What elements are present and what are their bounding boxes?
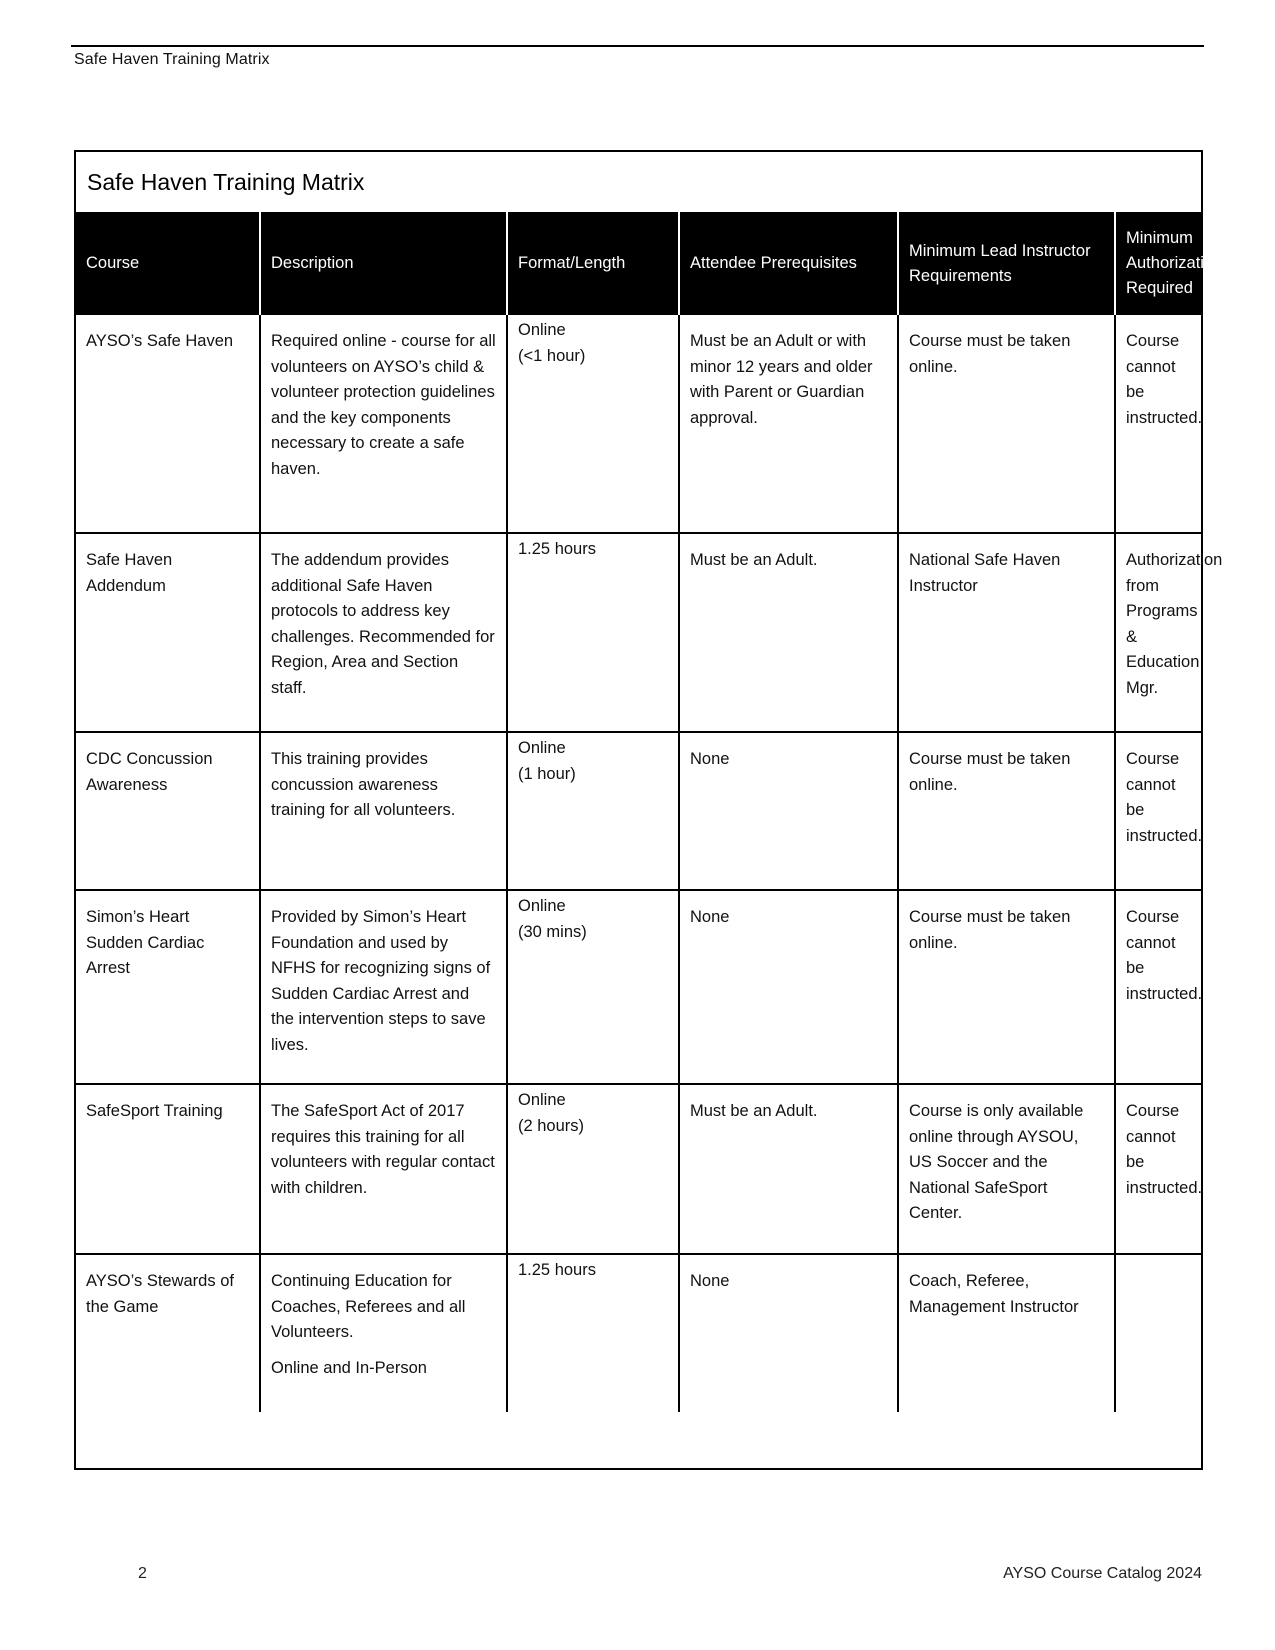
matrix-title: Safe Haven Training Matrix — [87, 168, 365, 195]
cell-instructor — [898, 1084, 1115, 1254]
cell-instructor — [898, 533, 1115, 732]
footer-page-number: 2 — [138, 1565, 147, 1582]
table-row — [76, 315, 1201, 533]
cell-prerequisites-text: None — [690, 750, 730, 768]
cell-authorization-text: Course cannot be instructed. — [1126, 332, 1203, 427]
cell-course — [76, 1254, 260, 1412]
cell-description — [260, 1084, 507, 1254]
cell-instructor — [898, 315, 1115, 533]
cell-format — [507, 533, 679, 732]
cell-prerequisites — [679, 315, 898, 533]
cell-format-text: Online (1 hour) — [518, 739, 576, 783]
cell-description-text: Provided by Simon’s Heart Foundation and used by NFHS for recognizing signs of Sudden Cardiac Arrest and the intervention steps to save lives. — [271, 908, 491, 1054]
cell-instructor — [898, 1254, 1115, 1412]
cell-authorization-text: Course cannot be instructed. — [1126, 908, 1203, 1003]
cell-course-text: Safe Haven Addendum — [86, 551, 173, 595]
cell-course — [76, 315, 260, 533]
cell-authorization — [1115, 1084, 1201, 1254]
cell-course-text: AYSO’s Safe Haven — [86, 332, 234, 350]
cell-format — [507, 890, 679, 1084]
cell-format-text: Online (30 mins) — [518, 897, 587, 941]
cell-description-text: The addendum provides additional Safe Haven protocols to address key challenges. Recommended for Region, Area and Section staff. — [271, 551, 495, 697]
cell-authorization — [1115, 315, 1201, 533]
cell-description-text: This training provides concussion awareness training for all volunteers. — [271, 750, 456, 819]
cell-course-text: Simon’s Heart Sudden Cardiac Arrest — [86, 908, 205, 977]
running-header: Safe Haven Training Matrix — [74, 51, 270, 68]
cell-description — [260, 533, 507, 732]
cell-instructor-text: National Safe Haven Instructor — [909, 551, 1061, 595]
cell-instructor-text: Course is only available online through AYSOU, US Soccer and the National SafeSport Center. — [909, 1102, 1084, 1222]
cell-course-text: SafeSport Training — [86, 1102, 223, 1120]
cell-instructor — [898, 732, 1115, 890]
cell-prerequisites-text: Must be an Adult. — [690, 551, 818, 569]
matrix-body — [76, 315, 1223, 1412]
col-header-format: Format/Length — [507, 212, 679, 315]
cell-format — [507, 732, 679, 890]
table-row — [76, 732, 1201, 890]
header-row — [76, 212, 1201, 315]
col-header-description: Description — [260, 212, 507, 315]
cell-format — [507, 1084, 679, 1254]
cell-prerequisites — [679, 1084, 898, 1254]
cell-course-text: CDC Concussion Awareness — [86, 750, 213, 794]
cell-prerequisites — [679, 890, 898, 1084]
cell-prerequisites-text: None — [690, 908, 730, 926]
cell-prerequisites — [679, 533, 898, 732]
table-row — [76, 890, 1201, 1084]
cell-course — [76, 1084, 260, 1254]
cell-authorization — [1115, 1254, 1201, 1412]
table-row — [76, 1084, 1201, 1254]
cell-instructor-text: Course must be taken online. — [909, 908, 1071, 952]
cell-description — [260, 315, 507, 533]
cell-prerequisites-text: Must be an Adult or with minor 12 years and older with Parent or Guardian approval. — [690, 332, 873, 427]
cell-description-extra: Online and In-Person — [271, 1358, 427, 1377]
footer-title: AYSO Course Catalog 2024 — [1003, 1565, 1202, 1582]
training-matrix — [74, 150, 1223, 1470]
cell-description-text: Continuing Education for Coaches, Referees and all Volunteers. — [271, 1272, 466, 1341]
cell-authorization — [1115, 732, 1201, 890]
cell-prerequisites-text: Must be an Adult. — [690, 1102, 818, 1120]
col-header-prerequisites: Attendee Prerequisites — [679, 212, 898, 315]
cell-course — [76, 890, 260, 1084]
cell-course-text: AYSO’s Stewards of the Game — [86, 1272, 234, 1316]
cell-format-text: 1.25 hours — [518, 1261, 596, 1279]
col-header-authorization: Minimum Authorization Required — [1115, 212, 1201, 315]
table-row — [76, 1254, 1201, 1412]
cell-authorization-text: Authorization from Programs & Education Mgr. — [1126, 551, 1223, 697]
cell-format — [507, 1254, 679, 1412]
col-header-instructor: Minimum Lead Instructor Requirements — [898, 212, 1115, 315]
cell-description — [260, 1254, 507, 1412]
cell-prerequisites — [679, 732, 898, 890]
table-row — [76, 533, 1201, 732]
cell-format-text: Online (2 hours) — [518, 1091, 585, 1135]
cell-authorization-text: Course cannot be instructed. — [1126, 1102, 1203, 1197]
cell-instructor-text: Course must be taken online. — [909, 750, 1071, 794]
cell-authorization — [1115, 890, 1201, 1084]
cell-description — [260, 890, 507, 1084]
cell-format-text: 1.25 hours — [518, 540, 596, 558]
cell-instructor-text: Course must be taken online. — [909, 332, 1071, 376]
cell-description-text: The SafeSport Act of 2017 requires this training for all volunteers with regular contact with children. — [271, 1102, 495, 1197]
cell-course — [76, 732, 260, 890]
header-rule — [71, 45, 1204, 47]
cell-format — [507, 315, 679, 533]
col-header-course: Course — [76, 212, 260, 315]
cell-instructor — [898, 890, 1115, 1084]
cell-prerequisites — [679, 1254, 898, 1412]
cell-prerequisites-text: None — [690, 1272, 730, 1290]
cell-authorization — [1115, 533, 1223, 732]
cell-format-text: Online (<1 hour) — [518, 321, 586, 365]
cell-description — [260, 732, 507, 890]
matrix-table — [76, 212, 1223, 1412]
cell-description-text: Required online - course for all volunteers on AYSO’s child & volunteer protection guidelines and the key components necessary to create a safe haven. — [271, 332, 496, 478]
cell-instructor-text: Coach, Referee, Management Instructor — [909, 1272, 1079, 1316]
cell-authorization-text: Course cannot be instructed. — [1126, 750, 1203, 845]
cell-course — [76, 533, 260, 732]
